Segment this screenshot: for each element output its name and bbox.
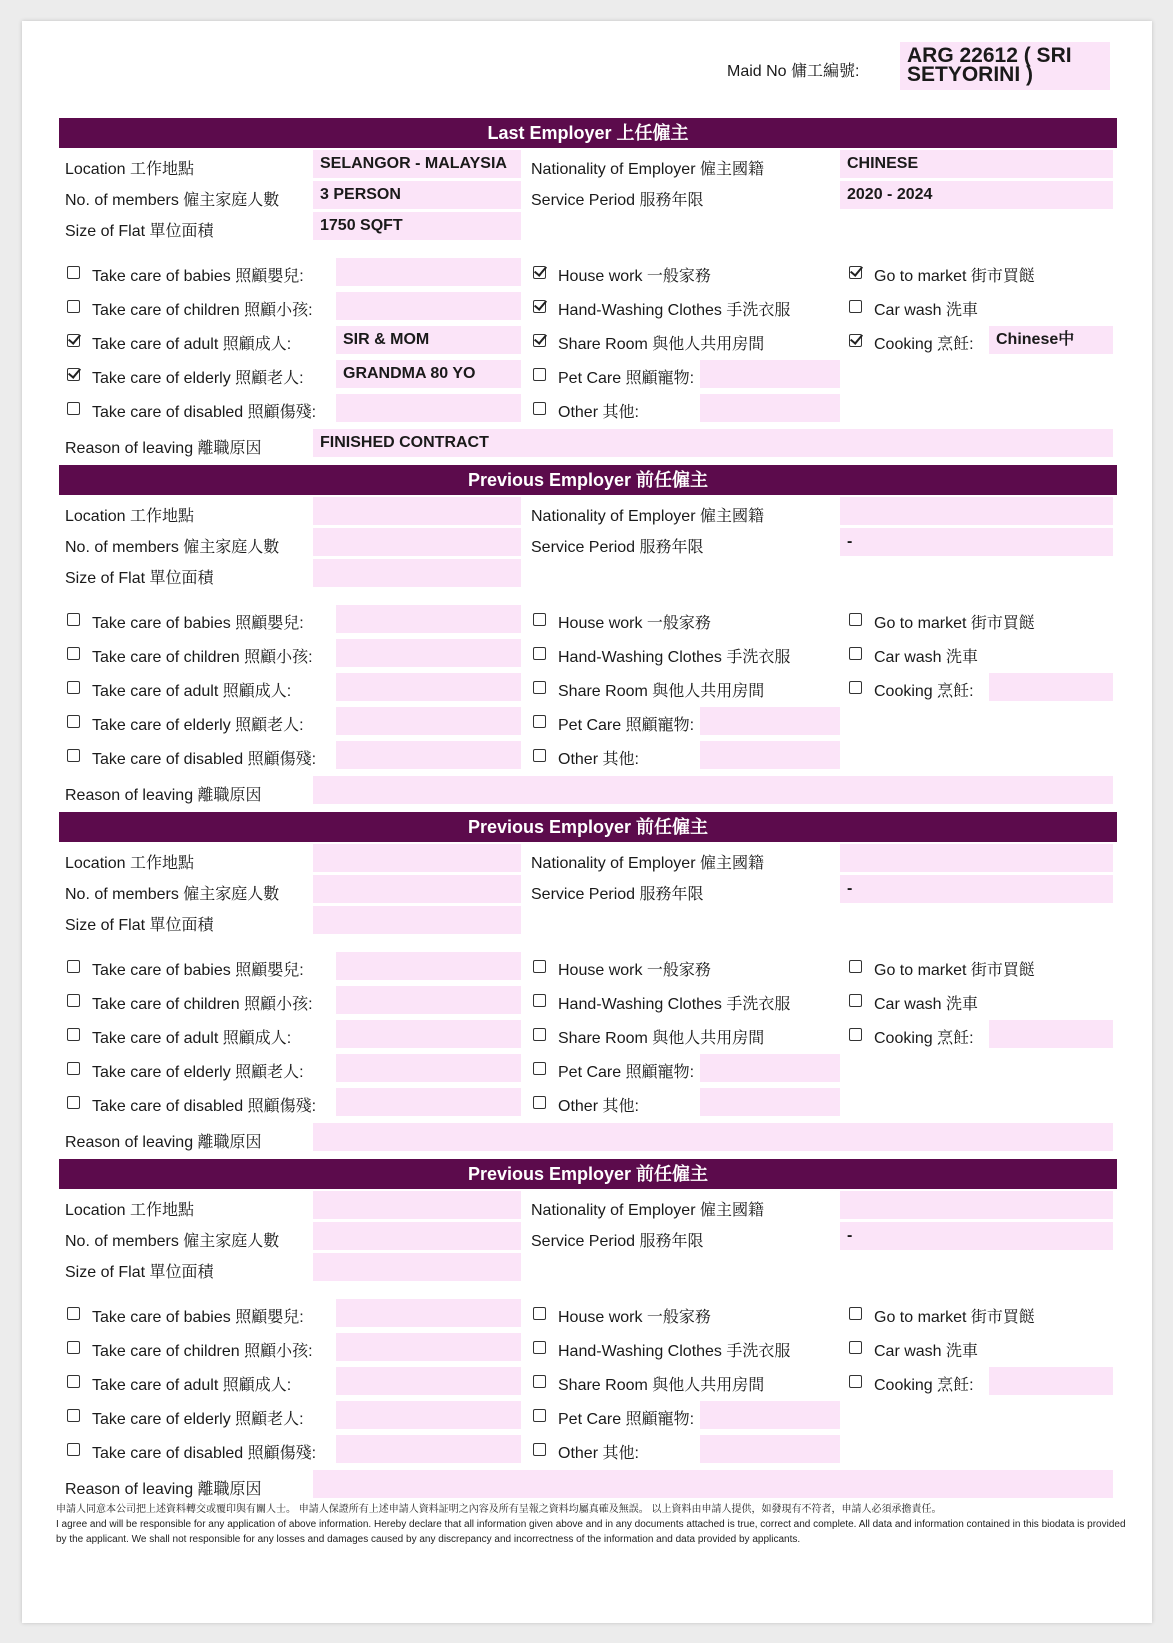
disabled-value[interactable] — [336, 394, 521, 422]
shareroom-checkbox[interactable] — [533, 1375, 546, 1388]
children-value[interactable] — [336, 986, 521, 1014]
children-value[interactable] — [336, 1333, 521, 1361]
shareroom-checkbox[interactable] — [533, 334, 546, 347]
other-checkbox[interactable] — [533, 749, 546, 762]
adult-value[interactable] — [336, 673, 521, 701]
nationality-label: Nationality of Employer 僱主國籍 — [531, 855, 764, 872]
babies-checkbox[interactable] — [67, 266, 80, 279]
carwash-label: Car wash 洗車 — [874, 996, 979, 1013]
adult-value[interactable]: SIR & MOM — [336, 326, 521, 354]
section-title: Last Employer 上任僱主 — [59, 118, 1117, 148]
cooking-label: Cooking 烹飪: — [874, 336, 974, 353]
flat-label: Size of Flat 單位面積 — [65, 570, 214, 587]
reason-value[interactable]: FINISHED CONTRACT — [313, 429, 1113, 457]
disabled-value[interactable] — [336, 741, 521, 769]
elderly-checkbox[interactable] — [67, 368, 80, 381]
members-value — [313, 1222, 521, 1250]
members-value: 3 PERSON — [313, 181, 521, 209]
babies-label: Take care of babies 照顧嬰兒: — [92, 268, 304, 285]
members-label: No. of members 僱主家庭人數 — [65, 539, 280, 556]
cooking-checkbox[interactable] — [849, 681, 862, 694]
petcare-label: Pet Care 照顧寵物: — [558, 1411, 695, 1428]
carwash-checkbox[interactable] — [849, 647, 862, 660]
cooking-value[interactable] — [989, 673, 1113, 701]
section-title: Previous Employer 前任僱主 — [59, 1159, 1117, 1189]
maid-no-value: ARG 22612 ( SRI SETYORINI ) — [900, 42, 1110, 90]
shareroom-label: Share Room 與他人共用房間 — [558, 1030, 765, 1047]
other-label: Other 其他: — [558, 751, 639, 768]
housework-label: House work 一般家務 — [558, 962, 711, 979]
elderly-checkbox[interactable] — [67, 715, 80, 728]
children-label: Take care of children 照顧小孩: — [92, 302, 313, 319]
babies-value[interactable] — [336, 258, 521, 286]
elderly-value[interactable] — [336, 707, 521, 735]
carwash-label: Car wash 洗車 — [874, 1343, 979, 1360]
cooking-value[interactable] — [989, 1020, 1113, 1048]
service-value: 2020 - 2024 — [840, 181, 1113, 209]
petcare-value[interactable] — [700, 360, 840, 388]
adult-label: Take care of adult 照顧成人: — [92, 683, 292, 700]
elderly-checkbox[interactable] — [67, 1409, 80, 1422]
flat-value — [313, 559, 521, 587]
cooking-checkbox[interactable] — [849, 1375, 862, 1388]
location-label: Location 工作地點 — [65, 1202, 194, 1219]
babies-label: Take care of babies 照顧嬰兒: — [92, 615, 304, 632]
service-label: Service Period 服務年限 — [531, 886, 704, 903]
location-value — [313, 844, 521, 872]
market-label: Go to market 街市買餸 — [874, 615, 1035, 632]
section-title: Previous Employer 前任僱主 — [59, 812, 1117, 842]
adult-label: Take care of adult 照顧成人: — [92, 1377, 292, 1394]
disabled-checkbox[interactable] — [67, 1443, 80, 1456]
reason-value[interactable] — [313, 1123, 1113, 1151]
members-value — [313, 528, 521, 556]
nationality-value — [840, 1191, 1113, 1219]
flat-value: 1750 SQFT — [313, 212, 521, 240]
petcare-value[interactable] — [700, 1401, 840, 1429]
elderly-label: Take care of elderly 照顧老人: — [92, 1411, 304, 1428]
location-value — [313, 1191, 521, 1219]
other-value[interactable] — [700, 1435, 840, 1463]
other-value[interactable] — [700, 741, 840, 769]
adult-label: Take care of adult 照顧成人: — [92, 336, 292, 353]
reason-label: Reason of leaving 離職原因 — [65, 440, 262, 457]
disabled-label: Take care of disabled 照顧傷殘: — [92, 751, 317, 768]
babies-label: Take care of babies 照顧嬰兒: — [92, 1309, 304, 1326]
cooking-label: Cooking 烹飪: — [874, 683, 974, 700]
cooking-value[interactable] — [989, 1367, 1113, 1395]
service-value: - — [840, 1222, 1113, 1250]
nationality-label: Nationality of Employer 僱主國籍 — [531, 1202, 764, 1219]
housework-label: House work 一般家務 — [558, 268, 711, 285]
other-label: Other 其他: — [558, 404, 639, 421]
children-label: Take care of children 照顧小孩: — [92, 1343, 313, 1360]
other-checkbox[interactable] — [533, 402, 546, 415]
children-value[interactable] — [336, 292, 521, 320]
children-checkbox[interactable] — [67, 1341, 80, 1354]
flat-label: Size of Flat 單位面積 — [65, 1264, 214, 1281]
disabled-checkbox[interactable] — [67, 749, 80, 762]
cooking-label: Cooking 烹飪: — [874, 1030, 974, 1047]
handwash-label: Hand-Washing Clothes 手洗衣服 — [558, 1343, 791, 1360]
market-checkbox[interactable] — [849, 960, 862, 973]
handwash-checkbox[interactable] — [533, 647, 546, 660]
market-label: Go to market 街市買餸 — [874, 268, 1035, 285]
service-value: - — [840, 875, 1113, 903]
service-label: Service Period 服務年限 — [531, 1233, 704, 1250]
section-title: Previous Employer 前任僱主 — [59, 465, 1117, 495]
housework-label: House work 一般家務 — [558, 615, 711, 632]
elderly-label: Take care of elderly 照顧老人: — [92, 1064, 304, 1081]
cooking-checkbox[interactable] — [849, 1028, 862, 1041]
flat-value — [313, 1253, 521, 1281]
market-label: Go to market 街市買餸 — [874, 962, 1035, 979]
children-value[interactable] — [336, 639, 521, 667]
nationality-value: CHINESE — [840, 150, 1113, 178]
flat-value — [313, 906, 521, 934]
petcare-label: Pet Care 照顧寵物: — [558, 1064, 695, 1081]
petcare-checkbox[interactable] — [533, 1409, 546, 1422]
members-label: No. of members 僱主家庭人數 — [65, 886, 280, 903]
adult-checkbox[interactable] — [67, 1375, 80, 1388]
carwash-checkbox[interactable] — [849, 994, 862, 1007]
petcare-checkbox[interactable] — [533, 368, 546, 381]
cooking-value[interactable]: Chinese中 — [989, 326, 1113, 354]
shareroom-checkbox[interactable] — [533, 681, 546, 694]
cooking-label: Cooking 烹飪: — [874, 1377, 974, 1394]
shareroom-label: Share Room 與他人共用房間 — [558, 1377, 765, 1394]
children-checkbox[interactable] — [67, 994, 80, 1007]
carwash-label: Car wash 洗車 — [874, 649, 979, 666]
shareroom-label: Share Room 與他人共用房間 — [558, 336, 765, 353]
petcare-value[interactable] — [700, 707, 840, 735]
disabled-checkbox[interactable] — [67, 1096, 80, 1109]
market-checkbox[interactable] — [849, 266, 862, 279]
disabled-label: Take care of disabled 照顧傷殘: — [92, 1445, 317, 1462]
flat-label: Size of Flat 單位面積 — [65, 917, 214, 934]
babies-value[interactable] — [336, 1299, 521, 1327]
other-checkbox[interactable] — [533, 1096, 546, 1109]
maid-no-label: Maid No 傭工編號: — [727, 63, 860, 80]
elderly-label: Take care of elderly 照顧老人: — [92, 717, 304, 734]
handwash-checkbox[interactable] — [533, 994, 546, 1007]
adult-value[interactable] — [336, 1367, 521, 1395]
carwash-checkbox[interactable] — [849, 300, 862, 313]
handwash-label: Hand-Washing Clothes 手洗衣服 — [558, 649, 791, 666]
elderly-value[interactable] — [336, 1054, 521, 1082]
reason-label: Reason of leaving 離職原因 — [65, 1481, 262, 1498]
biodata-page — [22, 21, 1152, 1623]
housework-label: House work 一般家務 — [558, 1309, 711, 1326]
petcare-checkbox[interactable] — [533, 1062, 546, 1075]
petcare-value[interactable] — [700, 1054, 840, 1082]
flat-label: Size of Flat 單位面積 — [65, 223, 214, 240]
babies-checkbox[interactable] — [67, 613, 80, 626]
adult-checkbox[interactable] — [67, 334, 80, 347]
housework-checkbox[interactable] — [533, 1307, 546, 1320]
nationality-label: Nationality of Employer 僱主國籍 — [531, 161, 764, 178]
petcare-label: Pet Care 照顧寵物: — [558, 370, 695, 387]
reason-label: Reason of leaving 離職原因 — [65, 1134, 262, 1151]
market-checkbox[interactable] — [849, 1307, 862, 1320]
other-value[interactable] — [700, 394, 840, 422]
declaration — [56, 1502, 1136, 1547]
elderly-checkbox[interactable] — [67, 1062, 80, 1075]
handwash-label: Hand-Washing Clothes 手洗衣服 — [558, 302, 791, 319]
nationality-label: Nationality of Employer 僱主國籍 — [531, 508, 764, 525]
housework-checkbox[interactable] — [533, 613, 546, 626]
members-label: No. of members 僱主家庭人數 — [65, 192, 280, 209]
babies-label: Take care of babies 照顧嬰兒: — [92, 962, 304, 979]
reason-value[interactable] — [313, 1470, 1113, 1498]
market-checkbox[interactable] — [849, 613, 862, 626]
members-value — [313, 875, 521, 903]
reason-label: Reason of leaving 離職原因 — [65, 787, 262, 804]
disabled-checkbox[interactable] — [67, 402, 80, 415]
shareroom-checkbox[interactable] — [533, 1028, 546, 1041]
carwash-checkbox[interactable] — [849, 1341, 862, 1354]
children-label: Take care of children 照顧小孩: — [92, 649, 313, 666]
babies-checkbox[interactable] — [67, 1307, 80, 1320]
location-value: SELANGOR - MALAYSIA — [313, 150, 521, 178]
petcare-checkbox[interactable] — [533, 715, 546, 728]
adult-value[interactable] — [336, 1020, 521, 1048]
service-value: - — [840, 528, 1113, 556]
market-label: Go to market 街市買餸 — [874, 1309, 1035, 1326]
disabled-label: Take care of disabled 照顧傷殘: — [92, 404, 317, 421]
service-label: Service Period 服務年限 — [531, 539, 704, 556]
nationality-value — [840, 844, 1113, 872]
location-label: Location 工作地點 — [65, 161, 194, 178]
handwash-checkbox[interactable] — [533, 1341, 546, 1354]
other-label: Other 其他: — [558, 1098, 639, 1115]
location-value — [313, 497, 521, 525]
location-label: Location 工作地點 — [65, 508, 194, 525]
children-checkbox[interactable] — [67, 300, 80, 313]
housework-checkbox[interactable] — [533, 960, 546, 973]
elderly-value[interactable]: GRANDMA 80 YO — [336, 360, 521, 388]
handwash-checkbox[interactable] — [533, 300, 546, 313]
adult-checkbox[interactable] — [67, 1028, 80, 1041]
children-checkbox[interactable] — [67, 647, 80, 660]
disabled-value[interactable] — [336, 1435, 521, 1463]
members-label: No. of members 僱主家庭人數 — [65, 1233, 280, 1250]
nationality-value — [840, 497, 1113, 525]
babies-checkbox[interactable] — [67, 960, 80, 973]
babies-value[interactable] — [336, 952, 521, 980]
disabled-value[interactable] — [336, 1088, 521, 1116]
reason-value[interactable] — [313, 776, 1113, 804]
babies-value[interactable] — [336, 605, 521, 633]
adult-checkbox[interactable] — [67, 681, 80, 694]
elderly-value[interactable] — [336, 1401, 521, 1429]
disabled-label: Take care of disabled 照顧傷殘: — [92, 1098, 317, 1115]
children-label: Take care of children 照顧小孩: — [92, 996, 313, 1013]
cooking-checkbox[interactable] — [849, 334, 862, 347]
elderly-label: Take care of elderly 照顧老人: — [92, 370, 304, 387]
other-checkbox[interactable] — [533, 1443, 546, 1456]
shareroom-label: Share Room 與他人共用房間 — [558, 683, 765, 700]
service-label: Service Period 服務年限 — [531, 192, 704, 209]
handwash-label: Hand-Washing Clothes 手洗衣服 — [558, 996, 791, 1013]
housework-checkbox[interactable] — [533, 266, 546, 279]
petcare-label: Pet Care 照顧寵物: — [558, 717, 695, 734]
declaration-chinese: 申請人同意本公司把上述資料轉交或覆印與有關人士。 申請人保證所有上述申請人資料証明之內容及所有呈報之資料均屬真確及無誤。 以上資料由申請人提供，如發現有不符者，申請人必須承擔責任。 — [56, 1504, 942, 1515]
other-label: Other 其他: — [558, 1445, 639, 1462]
location-label: Location 工作地點 — [65, 855, 194, 872]
declaration-english: I agree and will be responsible for any application of above information. Hereby declare that all information given above and in any documents attached is true, correct and complete. All data and information contained in this biodata is provided by the applicant. We shall not responsible for any losses and damages caused by any discrepancy and incorrectness of the information and data provided by applicants. — [56, 1519, 1126, 1545]
carwash-label: Car wash 洗車 — [874, 302, 979, 319]
other-value[interactable] — [700, 1088, 840, 1116]
adult-label: Take care of adult 照顧成人: — [92, 1030, 292, 1047]
